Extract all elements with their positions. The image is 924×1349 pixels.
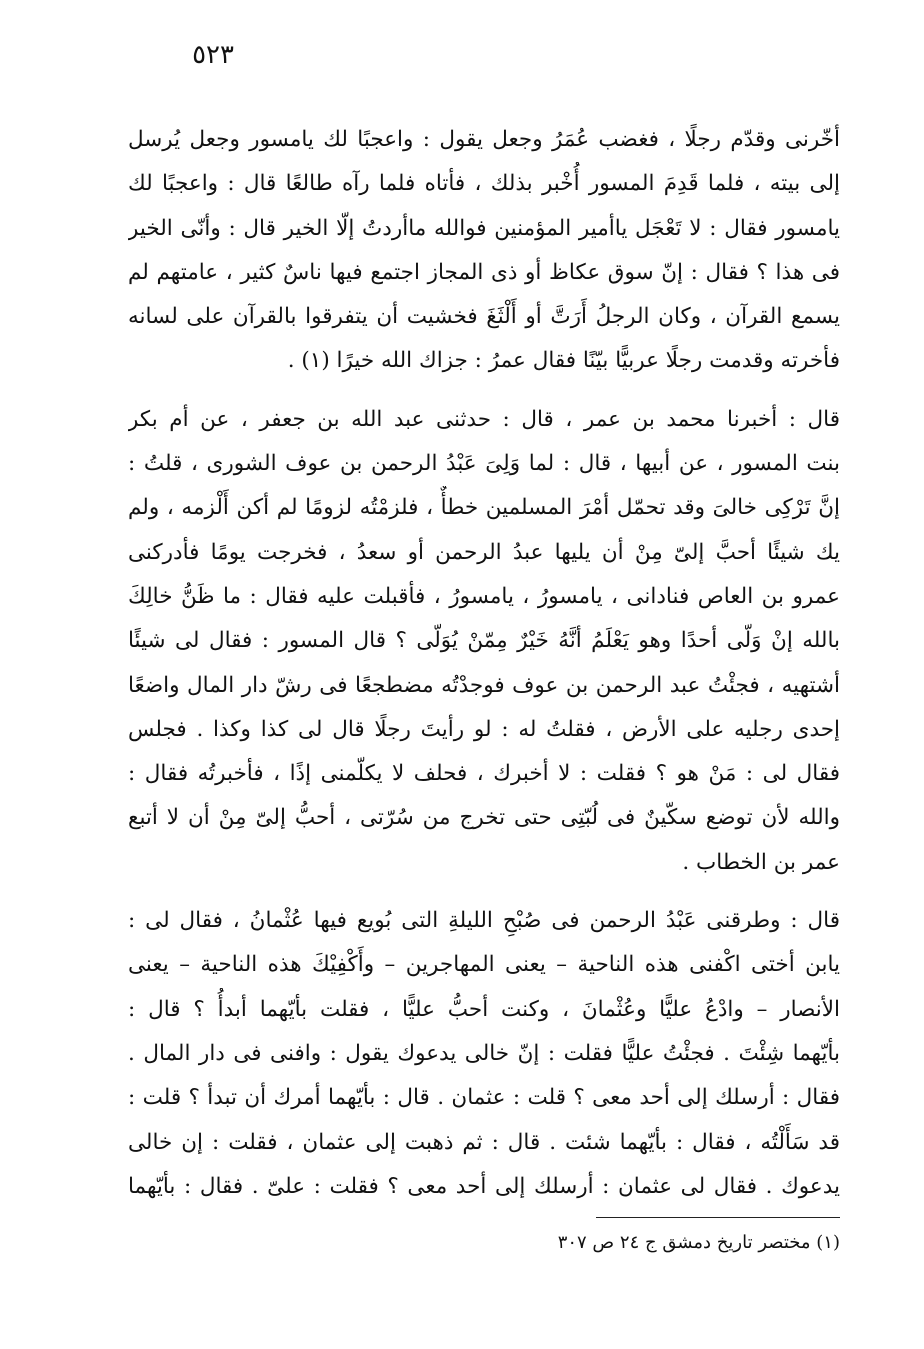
text-line: عمرو بن العاص فنادانى ، يامسورُ ، يامسورُ ، فأقبلت عليه فقال : ما ظَنُّ خالِكَ (128, 583, 840, 609)
text-line: إلى بيته ، فلما قَدِمَ المسور أُخْبر بذلك ، فأتاه فلما رآه طالعًا قال : واعجبًا لك (128, 171, 840, 197)
text-line: الأنصار – وادْعُ عليًّا وعُثْمانَ ، وكنت أحبُّ عليًّا ، فقلت بأيّهما أبدأُ ؟ قال : (128, 996, 840, 1022)
text-line: فقال : أرسلك إلى أحد معى ؟ قلت : عثمان . قال : بأيّهما أمرك أن تبدأ ؟ قلت : (128, 1085, 840, 1111)
footnote-divider (596, 1217, 840, 1218)
text-line: قد سَأَلْتُه ، فقال : بأيّهما شئت . قال : ثم ذهبت إلى عثمان ، فقلت : إن خالى (128, 1129, 840, 1155)
text-line: يدعوك . فقال لى عثمان : أرسلك إلى أحد معى ؟ فقلت : علىّ . فقال : بأيّهما (128, 1173, 840, 1199)
page-number: ٥٢٣ (192, 40, 234, 70)
text-line: يامسور فقال : لا تَعْجَل ياأمير المؤمنين فوالله ماأردتُ إلّا الخير قال : وأنّى الخير (128, 215, 840, 241)
text-line: أخّرنى وقدّم رجلًا ، فغضب عُمَرُ وجعل يقول : واعجبًا لك يامسور وجعل يُرسل (128, 127, 840, 152)
text-line: بالله إنْ وَلّى أحدًا وهو يَعْلَمُ أنَّهُ خَيْرٌ مِمّنْ يُوَلّى ؟ قال المسور : فقال لى شيئًا (128, 628, 840, 654)
text-line: قال : أخبرنا محمد بن عمر ، قال : حدثنى عبد الله بن جعفر ، عن أم بكر (128, 406, 840, 432)
text-line: عمر بن الخطاب . (682, 849, 840, 875)
text-line: أشتهيه ، فجئْتُ عبد الرحمن بن عوف فوجدْتُه مضطجعًا فى رشّ دار المال واضعًا (128, 672, 840, 698)
paragraph-1 (128, 118, 840, 384)
text-line: يك شيئًا أحبَّ إلىّ مِنْ أن يليها عبدُ الرحمن أو سعدُ ، فخرجت يومًا فأدركنى (128, 539, 840, 565)
paragraph-3 (128, 899, 840, 1209)
text-line: بنت المسور ، عن أبيها ، قال : لما وَلِىَ عَبْدُ الرحمن بن عوف الشورى ، قلتُ : (128, 451, 840, 477)
text-line: بأيّهما شِئْتَ . فجئْتُ عليًّا فقلت : إنّ خالى يدعوك يقول : وافنى فى دار المال . (128, 1040, 840, 1066)
text-line: قال : وطرقنى عَبْدُ الرحمن فى صُبْحِ الليلةِ التى بُويع فيها عُثْمانُ ، فقال لى : (128, 908, 840, 934)
text-line: يابن أختى اكْفنى هذه الناحية – يعنى المهاجرين – وأَكْفِيْكَ هذه الناحية – يعنى (128, 952, 840, 978)
text-line: يسمع القرآن ، وكان الرجلُ أَرَتَّ أو أَلْثَغَ فخشيت أن يتفرقوا بالقرآن على لسانه (128, 304, 840, 330)
text-line: فقال لى : مَنْ هو ؟ فقلت : لا أخبرك ، فحلف لا يكلّمنى إذًا ، فأخبرتُه فقال : (128, 761, 840, 787)
paragraph-gap (128, 885, 840, 899)
text-line: فى هذا ؟ فقال : إنّ سوق عكاظ أو ذى المجاز اجتمع فيها ناسٌ كثير ، عامتهم لم (128, 259, 840, 285)
footnote: (١) مختصر تاريخ دمشق ج ٢٤ ص ٣٠٧ (557, 1232, 840, 1253)
text-line: فأخرته وقدمت رجلًا عربيًّا بيّنًا فقال عمرُ : جزاك الله خيرًا (١) . (287, 348, 840, 374)
text-line: إحدى رجليه على الأرض ، فقلتُ له : لو رأيتَ رجلًا قال لى كذا وكذا . فجلس (128, 716, 840, 742)
text-line: إنَّ تَرْكِى خالىَ وقد تحمّل أمْرَ المسلمين خطأٌ ، فلزمْتُه لزومًا لم أكن أَلْزمه ، ولم (128, 495, 840, 521)
paragraph-2 (128, 398, 840, 885)
text-line: والله لأن توضع سكّينٌ فى لُبّتِى حتى تخرج من سُرّتى ، أحبُّ إلىّ مِنْ أن لا أتبع (128, 805, 840, 831)
paragraph-gap (128, 384, 840, 398)
body-text (128, 118, 840, 1209)
